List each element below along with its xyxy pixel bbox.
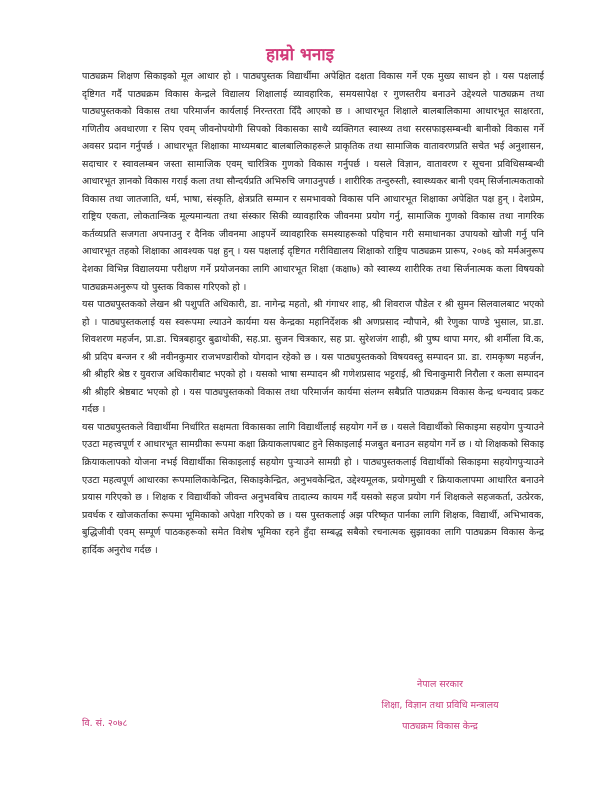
paragraph-usage: यस पाठ्यपुस्तकले विद्यार्थीमा निर्धारित सक्षमता विकासका लागि विद्यार्थीलाई सहयोग गर्ने छ । यसले विद्यार्थीको सिकाइमा सहयोग पुऱ्याउने एउटा महत्त्वपूर्ण र आधारभूत सामग्रीका रूपमा कक्षा क्रियाकलापबाट हुने सिकाइलाई मजबुत बनाउन सहयोग गर्ने छ । यो शिक्षकको सिकाइ क्रियाकलापको योजना नभई विद्यार्थीका सिकाइलाई सहयोग पुऱ्याउने सामग्री हो । पाठ्यपुस्तकलाई विद्यार्थीको सिकाइमा सहयोगपुऱ्याउने एउटा महत्वपूर्ण आधारका रूपमालिकाकेन्द्रित, सिकाइकेन्द्रित, अनुभवकेन्द्रित, उद्देश्यमूलक, प्रयोगमुखी र क्रियाकलापमा आधारित बनाउने प्रयास गरिएको छ । शिक्षक र विद्यार्थीको जीवन्त अनुभवबिच तादात्म्य कायम गर्दै यसको सहज प्रयोग गर्न शिक्षकले सहजकर्ता, उत्प्रेरक, प्रवर्धक र खोजकर्ताका रूपमा भूमिकाको अपेक्षा गरिएको छ । यस पुस्तकलाई अझ परिष्कृत पार्नका लागि शिक्षक, विद्यार्थी, अभिभावक, बुद्धिजीवी एवम् सम्पूर्ण पाठकहरूको समेत विशेष भूमिका रहने हुँदा सम्बद्ध सबैको रचनात्मक सुझावका लागि पाठ्यक्रम विकास केन्द्र हार्दिक अनुरोध गर्दछ ।	[82, 421, 544, 556]
document-body	[82, 68, 544, 559]
paragraph-acknowledgements: यस पाठ्यपुस्तकको लेखन श्री पशुपति अधिकारी, डा. नागेन्द्र महतो, श्री गंगाधर शाह, श्री शिवराज पौडेल र श्री सुमन सिलवालबाट भएको हो । पाठ्यपुस्तकलाई यस स्वरूपमा ल्याउने कार्यमा यस केन्द्रका महानिर्देशक श्री अणप्रसाद न्यौपाने, श्री रेणुका पाण्डे भुसाल, प्रा.डा. शिवशरण महर्जन, प्रा.डा. चित्रबहादुर बुढाथोकी, सह.प्रा. सुजन चित्रकार, सह प्रा. सुरेशजंग शाही, श्री पुष्प थापा मगर, श्री शर्मीला वि.क, श्री प्रदिप बन्जन र श्री नवीनकुमार राजभण्डारीको योगदान रहेको छ । यस पाठ्यपुस्तकको विषयवस्तु सम्पादन प्रा. डा. रामकृष्ण महर्जन, श्री श्रीहरि श्रेष्ठ र युवराज अधिकारीबाट भएको हो । यसको भाषा सम्पादन श्री गणेशप्रसाद भट्टराई, श्री चिनाकुमारी निरौला र कला सम्पादन श्री श्रीहरि श्रेष्ठबाट भएको हो । यस पाठ्यपुस्तकको विकास तथा परिमार्जन कार्यमा संलग्न सबैप्रति पाठ्यक्रम विकास केन्द्र धन्यवाद प्रकट गर्दछ ।	[82, 299, 544, 416]
publication-date: वि. सं. २०७८	[82, 718, 128, 729]
signature-government: नेपाल सरकार	[417, 679, 463, 690]
signature-centre: पाठ्यक्रम विकास केन्द्र	[402, 721, 478, 732]
signature-block	[350, 674, 530, 737]
signature-ministry: शिक्षा, विज्ञान तथा प्रविधि मन्त्रालय	[381, 700, 499, 711]
page-title: हाम्रो भनाइ	[265, 45, 335, 65]
paragraph-intro: पाठ्यक्रम शिक्षण सिकाइको मूल आधार हो । पाठ्यपुस्तक विद्यार्थीमा अपेक्षित दक्षता विकास गर्ने एक मुख्य साधन हो । यस पक्षलाई दृष्टिगत गर्दै पाठ्यक्रम विकास केन्द्रले विद्यालय शिक्षालाई व्यावहारिक, समयसापेक्ष र गुणस्तरीय बनाउने उद्देश्यले पाठ्यक्रम तथा पाठ्यपुस्तकको विकास तथा परिमार्जन कार्यलाई निरन्तरता दिँदै आएको छ । आधारभूत शिक्षाले बालबालिकामा आधारभूत साक्षरता, गणितीय अवधारणा र सिप एवम् जीवनोपयोगी सिपको विकासका साथै व्यक्तिगत स्वास्थ्य तथा सरसफाइसम्बन्धी बानीको विकास गर्ने अवसर प्रदान गर्नुपर्छ । आधारभूत शिक्षाका माध्यमबाट बालबालिकाहरूले प्राकृतिक तथा सामाजिक वातावरणप्रति सचेत भई अनुशासन, सदाचार र स्वावलम्बन जस्ता सामाजिक एवम् चारित्रिक गुणको विकास गर्नुपर्छ । यसले विज्ञान, वातावरण र सूचना प्रविधिसम्बन्धी आधारभूत ज्ञानको विकास गराई कला तथा सौन्दर्यप्रति अभिरुचि जगाउनुपर्छ । शारीरिक तन्दुरुस्ती, स्वास्थ्यकर बानी एवम् सिर्जनात्मकताको विकास तथा जातजाति, धर्म, भाषा, संस्कृति, क्षेत्रप्रति सम्मान र समभावको विकास पनि आधारभूत शिक्षाका अपेक्षित पक्ष हुन् । देशप्रेम, राष्ट्रिय एकता, लोकतान्त्रिक मूल्यमान्यता तथा संस्कार सिकी व्यावहारिक जीवनमा प्रयोग गर्नु, सामाजिक गुणको विकास तथा नागरिक कर्तव्यप्रति सजगता अपनाउनु र दैनिक जीवनमा आइपर्ने व्यावहारिक समस्याहरूको पहिचान गरी समाधानका उपायको खोजी गर्नु पनि आधारभूत तहको शिक्षाका आवश्यक पक्ष हुन् । यस पक्षलाई दृष्टिगत गरीविद्यालय शिक्षाको राष्ट्रिय पाठ्यक्रम प्रारूप, २०७६ को मर्मअनुरूप देशका विभिन्न विद्यालयमा परीक्षण गर्ने प्रयोजनका लागि आधारभूत शिक्षा (कक्षा७) को स्वास्थ्य शारीरिक तथा सिर्जनात्मक कला विषयको पाठ्यक्रमअनुरूप यो पुस्तक विकास गरिएको हो ।	[82, 71, 544, 293]
